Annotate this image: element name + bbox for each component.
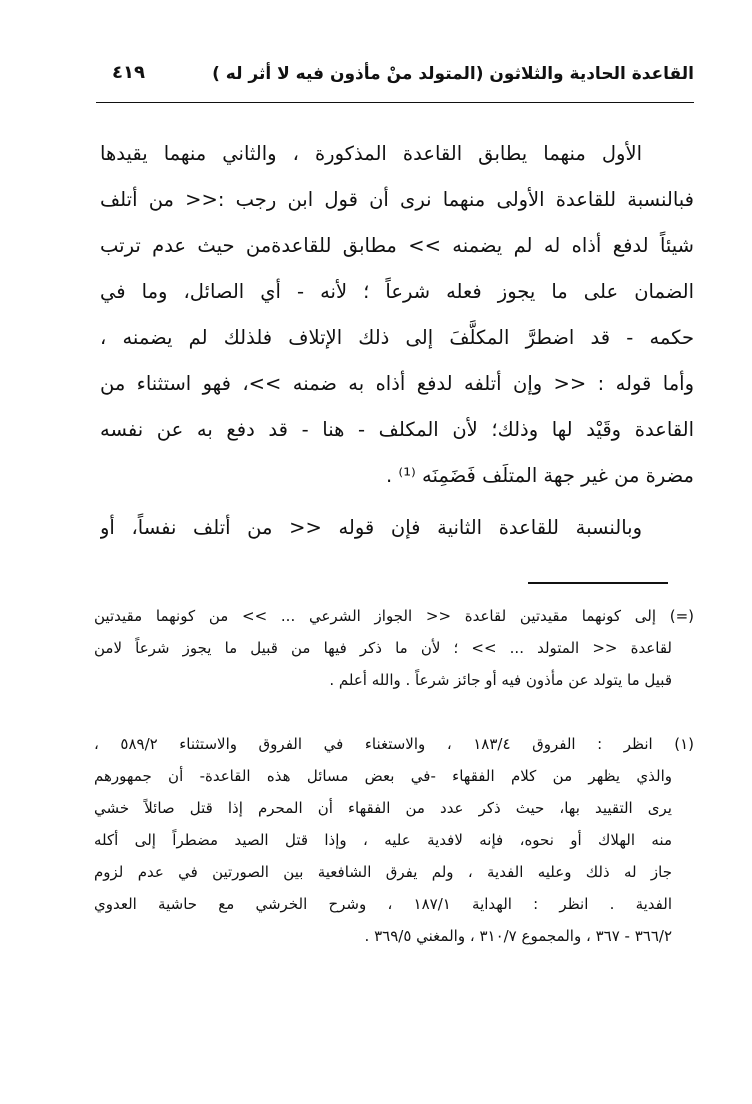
running-header — [96, 58, 694, 103]
text-line: حكمه - قد اضطرَّ المكلَّفَ إلى ذلك الإتلاف فلذلك لم يضمنه ، — [100, 326, 694, 349]
footnote-line: جاز له ذلك وعليه الفدية ، ولم يفرق الشافعية بين الصورتين في عدم لزوم — [94, 863, 672, 881]
text-line: مضرة من غير جهة المتلَف فَضَمِنَه ⁽¹⁾ . — [386, 464, 694, 487]
text-line: وأما قوله : << وإن أتلفه لدفع أذاه به ضمنه >>، فهو استثناء من — [100, 372, 694, 395]
footnote-line: (=) إلى كونهما مقيدتين لقاعدة << الجواز الشرعي ... >> من كونهما مقيدتين — [94, 607, 694, 625]
text-line: فبالنسبة للقاعدة الأولى منهما نرى أن قول ابن رجب :<< من أتلف — [100, 188, 694, 211]
text-line: شيئاً لدفع أذاه له لم يضمنه >> مطابق للقاعدةمن حيث عدم ترتب — [100, 234, 694, 257]
header-title: القاعدة الحادية والثلاثون (المتولد منْ مأذون فيه لا أثر له ) — [212, 64, 694, 84]
text-line: وبالنسبة للقاعدة الثانية فإن قوله << من أتلف نفساً، أو — [100, 516, 642, 539]
footnote-line: لقاعدة << المتولد ... >> ؛ لأن ما ذكر فيها من قبيل ما يجوز شرعاً لامن — [94, 639, 672, 657]
footnote-line: قبيل ما يتولد عن مأذون فيه أو جائز شرعاً . والله أعلم . — [329, 671, 672, 689]
page-number: ٤١٩ — [112, 62, 145, 83]
text-line: الأول منهما يطابق القاعدة المذكورة ، والثاني منهما يقيدها — [100, 142, 642, 165]
footnote-line: منه الهلاك أو نحوه، فإنه لافدية عليه ، وإذا قتل الصيد مضطراً إلى أكله — [94, 831, 672, 849]
text-line: القاعدة وقَيْد لها وذلك؛ لأن المكلف - هنا - قد دفع به عن نفسه — [100, 418, 694, 441]
footnote-line: يرى التقييد بها، حيث ذكر عدد من الفقهاء أن المحرم إذا قتل صائلاً خشي — [94, 799, 672, 817]
footnote-separator — [528, 582, 668, 584]
footnote-line: ٣٦٦/٢ - ٣٦٧ ، والمجموع ٣١٠/٧ ، والمغني ٣٦٩/٥ . — [364, 927, 672, 945]
footnote-line: (١) انظر : الفروق ١٨٣/٤ ، والاستغناء في الفروق والاستثناء ٥٨٩/٢ ، — [94, 735, 694, 753]
footnote-line: الفدية . انظر : الهداية ١٨٧/١ ، وشرح الخرشي مع حاشية العدوي — [94, 895, 672, 913]
footnote-line: والذي يظهر من كلام الفقهاء -في بعض مسائل هذه القاعدة- أن جمهورهم — [94, 767, 672, 785]
text-line: الضمان على ما يجوز فعله شرعاً ؛ لأنه - أي الصائل، وما في — [100, 280, 694, 303]
